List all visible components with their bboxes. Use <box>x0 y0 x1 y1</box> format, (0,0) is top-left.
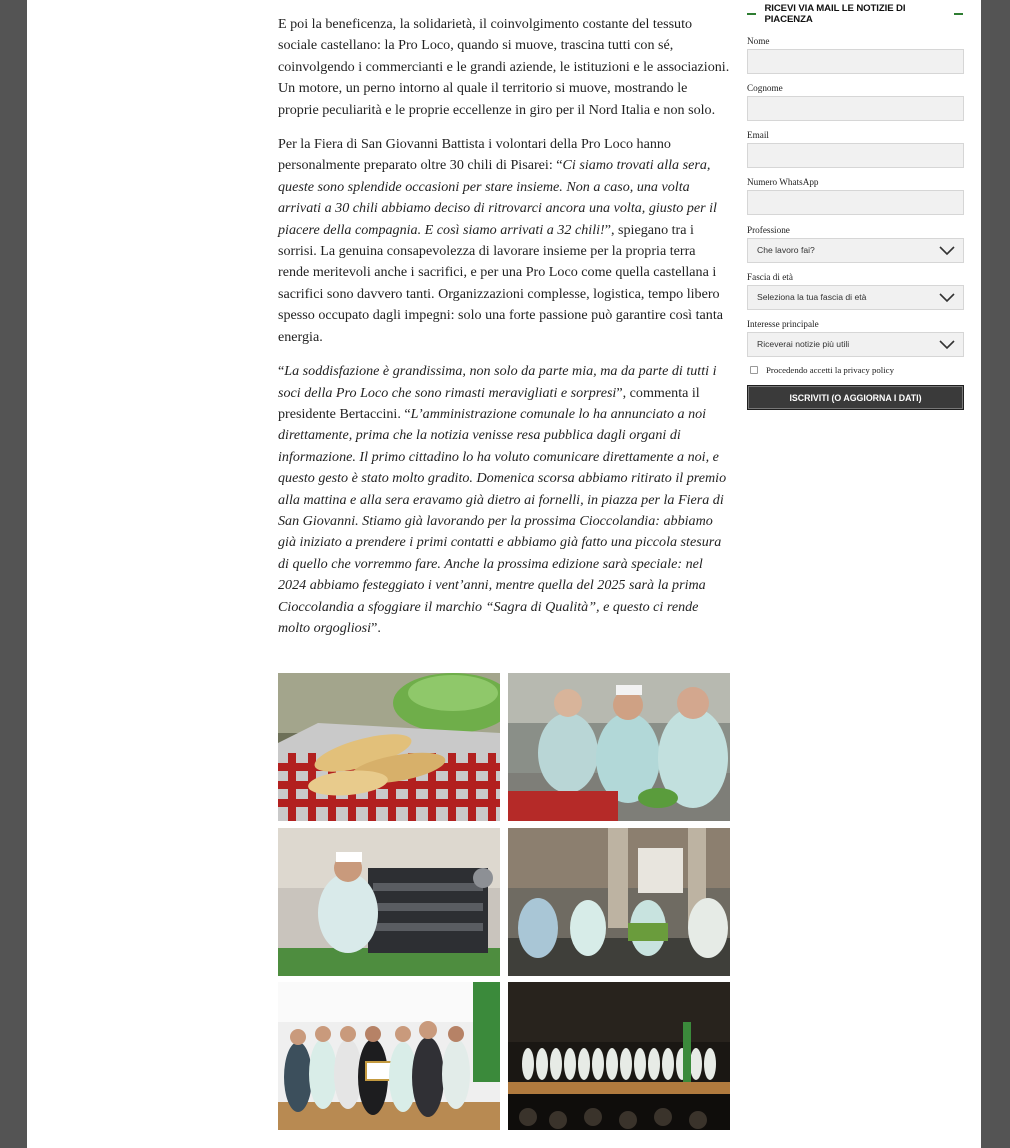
nome-input[interactable] <box>747 49 964 74</box>
quote-text: La soddisfazione è grandissima, non solo da parte mia, ma da parte di tutti i soci della Pro Loco che sono rimasti meravigliati e sorpresi <box>278 363 717 401</box>
interesse-value: Riceverai notizie più utili <box>757 339 850 349</box>
eta-select[interactable] <box>747 285 964 310</box>
whatsapp-label: Numero WhatsApp <box>747 177 819 187</box>
chevron-down-icon <box>939 293 955 303</box>
interesse-select[interactable] <box>747 332 964 357</box>
chevron-down-icon <box>939 340 955 350</box>
subscribe-button-label: ISCRIVITI (O AGGIORNA I DATI) <box>789 392 922 403</box>
quote-text: L’amministrazione comunale lo ha annunciato a noi direttamente, prima che la notizia venisse resa pubblica dagli organi di informazione. Il primo cittadino lo ha voluto comunicare direttamente a noi, e questo gesto è stato molto gradito. Domenica scorsa abbiamo ritirato il premio alla mattina e alla sera eravamo già dietro ai fornelli, in piazza per la Fiera di San Giovanni. Stiamo già lavorando per la prossima Cioccolandia: abbiamo già iniziato a prendere i primi contatti e abbiamo già fatto una piccola stesura di quello che vorremmo fare. Anche la prossima edizione sarà speciale: nel 2024 abbiamo festeggiato i vent’anni, mentre quella del 2025 sarà la prima Cioccolandia a sfoggiare il marchio “Sagra di Qualità”, e questo ci rende molto orgogliosi <box>278 405 727 636</box>
paragraph-text: ”, commenta il presidente Bertaccini. “ <box>278 384 700 422</box>
eta-label: Fascia di età <box>747 272 793 282</box>
subscribe-button[interactable] <box>747 385 964 410</box>
professione-label: Professione <box>747 225 790 235</box>
email-label: Email <box>747 130 769 140</box>
paragraph-text: ”, spiegano tra i sorrisi. La genuina consapevolezza di lavorare insieme per la propria terra rende meritevoli anche i sacrifici, e per una Pro Loco come quella castellana i sacrifici sono davvero tanti. Organizzazioni complesse, logistica, tempo libero spesso occupato dagli impegni: solo una forte passione può garantire così tanta energia. <box>278 221 724 345</box>
cognome-input[interactable] <box>747 96 964 121</box>
paragraph-text: Per la Fiera di San Giovanni Battista i volontari della Pro Loco hanno personalmente preparato oltre 30 chili di Pisarei: “ <box>278 136 671 174</box>
email-input[interactable] <box>747 143 964 168</box>
quote-text: Ci siamo trovati alla sera, queste sono splendide occasioni per stare insieme. Non a caso, una volta arrivati a 30 chili abbiamo deciso di ritrovarci ancora una volta, giusto per il piacere della compagnia. E così siamo arrivati a 32 chili! <box>278 157 717 238</box>
gallery-photo-award-ceremony[interactable] <box>278 982 500 1130</box>
gallery-photo-stage-group[interactable] <box>508 982 730 1130</box>
interesse-label: Interesse principale <box>747 319 819 329</box>
professione-select[interactable] <box>747 238 964 263</box>
privacy-checkbox[interactable] <box>750 366 758 374</box>
widget-title <box>747 3 963 25</box>
eta-value: Seleziona la tua fascia di età <box>757 292 867 302</box>
chevron-down-icon <box>939 246 955 256</box>
gallery-photo-pasta-machine[interactable] <box>278 828 500 976</box>
article-paragraph <box>278 361 730 639</box>
article-body <box>278 14 730 652</box>
gallery-photo-bread-basket[interactable] <box>278 673 500 821</box>
article-paragraph: E poi la beneficenza, la solidarietà, il coinvolgimento costante del tessuto sociale castellano: la Pro Loco, quando si muove, trascina tutti con sé, coinvolgendo i commercianti e le grandi aziende, le istituzioni e le associazioni. Un motore, un perno intorno al quale il territorio si muove, mostrando le proprie peculiarità e le proprie eccellenze in giro per il Nord Italia e non solo. <box>278 16 730 118</box>
article-paragraph <box>278 134 730 348</box>
title-dash <box>747 13 756 15</box>
privacy-label: Procedendo accetti la privacy policy <box>766 365 894 375</box>
gallery-photo-volunteers-cooking[interactable] <box>508 673 730 821</box>
paragraph-text: “ <box>278 363 285 380</box>
whatsapp-input[interactable] <box>747 190 964 215</box>
page-content <box>27 0 981 1148</box>
nome-label: Nome <box>747 36 770 46</box>
widget-title-text: RICEVI VIA MAIL LE NOTIZIE DI PIACENZA <box>764 3 906 25</box>
cognome-label: Cognome <box>747 83 783 93</box>
gallery-photo-outdoor-kitchen[interactable] <box>508 828 730 976</box>
title-dash <box>954 13 963 15</box>
privacy-consent[interactable] <box>750 365 894 375</box>
professione-value: Che lavoro fai? <box>757 245 815 255</box>
paragraph-text: ”. <box>371 619 381 636</box>
